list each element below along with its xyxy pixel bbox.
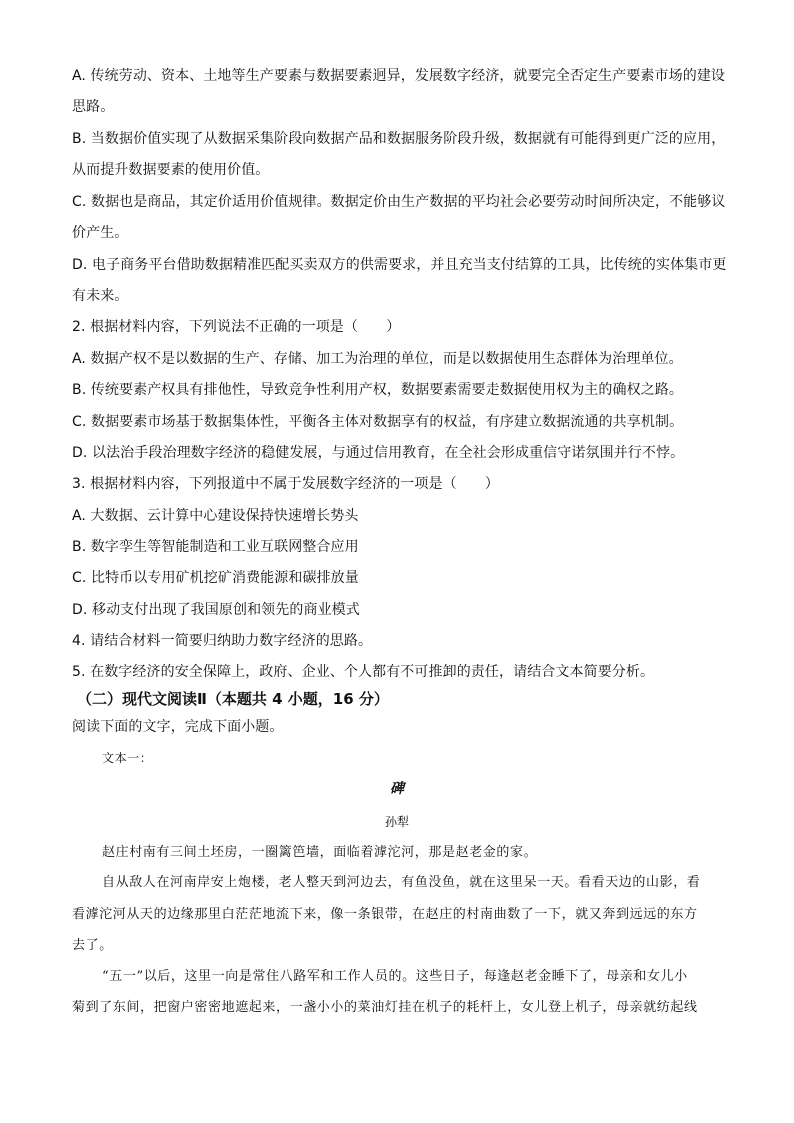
q1-option-d-line2: 有未来。 — [72, 288, 129, 304]
story-paragraph-2-line1: 自从敌人在河南岸安上炮楼，老人整天到河边去，有鱼没鱼，就在这里呆一天。看看天边的山影，看 — [102, 875, 701, 890]
story-author: 孙犁 — [384, 815, 409, 829]
question-2-option-c: C. 数据要素市场基于数据集体性，平衡各主体对数据享有的权益，有序建立数据流通的共享机制。 — [72, 414, 684, 430]
question-3-option-a: A. 大数据、云计算中心建设保持快速增长势头 — [72, 508, 359, 524]
story-paragraph-1: 赵庄村南有三间土坯房，一圈篱笆墙，面临着滹沱河，那是赵老金的家。 — [102, 845, 538, 860]
q1-option-c-line1: C. 数据也是商品，其定价适用价值规律。数据定价由生产数据的平均社会必要劳动时间所决定，不能够议 — [72, 194, 726, 210]
q1-option-a-line1: A. 传统劳动、资本、土地等生产要素与数据要素迥异，发展数字经济，就要完全否定生产要素市场的建设 — [72, 68, 726, 84]
section-2-title: （二）现代文阅读Ⅱ（本题共 4 小题，16 分） — [77, 690, 389, 708]
question-3-option-b: B. 数字孪生等智能制造和工业互联网整合应用 — [72, 539, 359, 555]
question-3-option-d: D. 移动支付出现了我国原创和领先的商业模式 — [72, 602, 360, 618]
story-paragraph-3-line1: “五一”以后，这里一向是常住八路军和工作人员的。这些日子，每逢赵老金睡下了，母亲和女儿小 — [102, 969, 688, 984]
story-paragraph-3-line2: 菊到了东间，把窗户密密地遮起来，一盏小小的菜油灯挂在机子的耗杆上，女儿登上机子，母亲就纺起线 — [72, 1000, 698, 1015]
q1-option-b-line1: B. 当数据价值实现了从数据采集阶段向数据产品和数据服务阶段升级，数据就有可能得到更广泛的应用， — [72, 131, 726, 147]
question-5: 5. 在数字经济的安全保障上，政府、企业、个人都有不可推卸的责任，请结合文本简要分析。 — [72, 664, 655, 680]
q1-option-d-line1: D. 电子商务平台借助数据精准匹配买卖双方的供需要求，并且充当支付结算的工具，比传统的实体集市更 — [72, 257, 727, 273]
story-title: 碑 — [390, 781, 404, 797]
question-4: 4. 请结合材料一简要归纳助力数字经济的思路。 — [72, 633, 373, 649]
story-paragraph-2-line3: 去了。 — [72, 938, 113, 953]
story-paragraph-2-line2: 看滹沱河从天的边缘那里白茫茫地流下来，像一条银带，在赵庄的村南曲数了一下，就又奔到远远的东方 — [72, 907, 698, 922]
q1-option-b-line2: 从而提升数据要素的使用价值。 — [72, 162, 270, 178]
reading-instruction: 阅读下面的文字，完成下面小题。 — [72, 719, 284, 735]
question-2-stem: 2. 根据材料内容，下列说法不正确的一项是（ ） — [72, 319, 401, 335]
text-one-label: 文本一： — [102, 751, 153, 765]
q1-option-c-line2: 价产生。 — [72, 225, 129, 241]
question-2-option-d: D. 以法治手段治理数字经济的稳健发展，与通过信用教育，在全社会形成重信守诺氛围并行不悖。 — [72, 445, 685, 461]
q1-option-a-line2: 思路。 — [72, 99, 115, 115]
question-2-option-a: A. 数据产权不是以数据的生产、存储、加工为治理的单位，而是以数据使用生态群体为治理单位。 — [72, 351, 683, 367]
question-2-option-b: B. 传统要素产权具有排他性，导致竞争性利用产权，数据要素需要走数据使用权为主的确权之路。 — [72, 382, 684, 398]
question-3-stem: 3. 根据材料内容，下列报道中不属于发展数字经济的一项是（ ） — [72, 476, 500, 492]
question-3-option-c: C. 比特币以专用矿机挖矿消费能源和碳排放量 — [72, 570, 359, 586]
